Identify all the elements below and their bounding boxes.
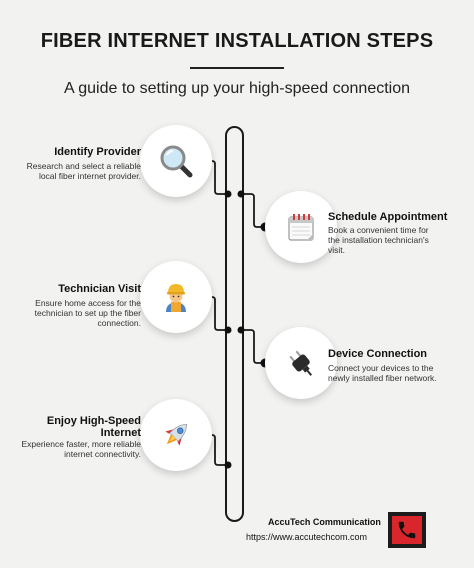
- logo-background: [392, 516, 422, 544]
- connector-dot: [225, 191, 232, 198]
- rocket-icon: [159, 418, 193, 452]
- step-5-icon-circle: [140, 399, 212, 471]
- step-2-description: Book a convenient time for the installation technician's visit.: [328, 225, 429, 255]
- step-5-description: Experience faster, more reliable internet connectivity.: [21, 439, 141, 459]
- connector-step-4: [241, 330, 265, 363]
- step-1-icon-circle: [140, 125, 212, 197]
- connector-dot: [238, 191, 245, 198]
- step-3-title: Technician Visit: [58, 283, 141, 295]
- magnifying-glass-icon: [158, 143, 194, 179]
- connector-dot: [225, 462, 232, 469]
- step-5-title: Enjoy High-Speed Internet: [46, 415, 141, 439]
- calendar-icon: [285, 211, 317, 243]
- connector-dot: [238, 327, 245, 334]
- step-1-description: Research and select a reliable local fiber internet provider.: [26, 161, 141, 181]
- construction-worker-icon: [160, 281, 192, 313]
- step-4-icon-circle: [265, 327, 337, 399]
- step-3-icon-circle: [140, 261, 212, 333]
- page-subtitle: A guide to setting up your high-speed connection: [63, 80, 411, 97]
- step-3-description: Ensure home access for the technician to set up the fiber connection.: [34, 298, 141, 328]
- company-url[interactable]: https://www.accutechcom.com: [246, 532, 368, 542]
- connector-step-2: [241, 194, 265, 227]
- step-2-icon-circle: [265, 191, 337, 263]
- company-logo: [388, 512, 426, 548]
- phone-icon: [396, 519, 418, 541]
- electric-plug-icon: [285, 347, 317, 379]
- step-4-title: Device Connection: [328, 348, 428, 360]
- company-name: AccuTech Communication: [268, 517, 381, 527]
- connector-dot: [225, 327, 232, 334]
- page-title: FIBER INTERNET INSTALLATION STEPS: [40, 30, 434, 52]
- step-2-title: Schedule Appointment: [328, 211, 448, 223]
- step-4-description: Connect your devices to the newly installed fiber network.: [328, 363, 437, 383]
- step-1-title: Identify Provider: [54, 146, 141, 158]
